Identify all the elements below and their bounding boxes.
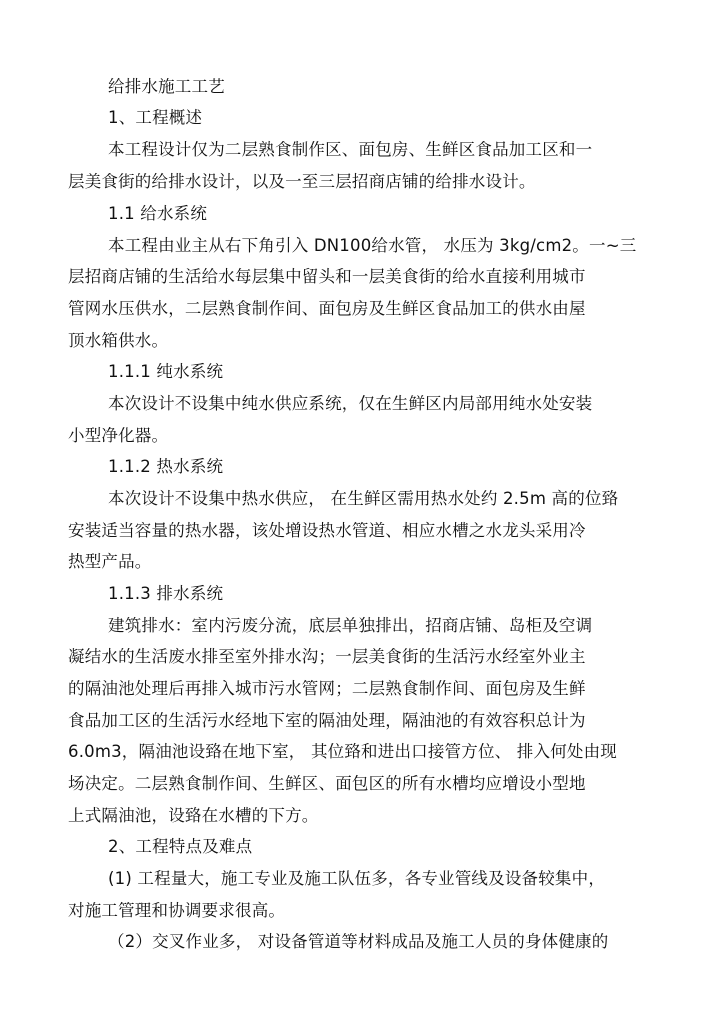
paragraph-line: （2）交叉作业多， 对设备管道等材料成品及施工人员的身体健康的: [108, 932, 609, 951]
paragraph-line: 上式隔油池，设臵在水槽的下方。: [68, 806, 319, 825]
section-1-1-2-heading: 1.1.2 热水系统: [108, 457, 224, 476]
section-2-heading: 2、工程特点及难点: [108, 837, 253, 856]
paragraph-line: 对施工管理和协调要求很高。: [68, 901, 286, 920]
paragraph-line: 顶水箱供水。: [68, 331, 169, 350]
paragraph-line: 6.0m3，隔油池设臵在地下室， 其位臵和进出口接管方位、 排入何处由现: [68, 742, 618, 761]
paragraph-line: 本工程设计仅为二层熟食制作区、面包房、生鲜区食品加工区和一: [108, 140, 593, 159]
paragraph-line: 层招商店铺的生活给水每层集中留头和一层美食街的给水直接利用城市: [68, 267, 586, 286]
section-1-1-1-heading: 1.1.1 纯水系统: [108, 362, 224, 381]
section-1-1-heading: 1.1 给水系统: [108, 204, 208, 223]
paragraph-line: 小型净化器。: [68, 426, 169, 445]
section-1-heading: 1、工程概述: [108, 108, 203, 127]
paragraph-line: 建筑排水：室内污废分流，底层单独排出，招商店铺、岛柜及空调: [108, 616, 593, 635]
paragraph-line: 管网水压供水，二层熟食制作间、面包房及生鲜区食品加工的供水由屋: [68, 299, 586, 318]
section-1-1-3-heading: 1.1.3 排水系统: [108, 584, 224, 603]
paragraph-line: 本工程由业主从右下角引入 DN100给水管， 水压为 3kg/cm2。一~三: [108, 236, 637, 255]
paragraph-line: 食品加工区的生活污水经地下室的隔油处理，隔油池的有效容积总计为: [68, 711, 586, 730]
paragraph-line: 安装适当容量的热水器，该处增设热水管道、相应水槽之水龙头采用冷: [68, 521, 586, 540]
paragraph-line: 场决定。二层熟食制作间、生鲜区、面包区的所有水槽均应增设小型地: [68, 774, 586, 793]
paragraph-line: 热型产品。: [68, 552, 152, 571]
paragraph-line: 凝结水的生活废水排至室外排水沟；一层美食街的生活污水经室外业主: [68, 647, 586, 666]
paragraph-line: 本次设计不设集中纯水供应系统，仅在生鲜区内局部用纯水处安装: [108, 394, 593, 413]
paragraph-line: 层美食街的给排水设计，以及一至三层招商店铺的给排水设计。: [68, 172, 536, 191]
paragraph-line: 本次设计不设集中热水供应， 在生鲜区需用热水处约 2.5m 高的位臵: [108, 489, 619, 508]
paragraph-line: 的隔油池处理后再排入城市污水管网；二层熟食制作间、面包房及生鲜: [68, 679, 586, 698]
document-title: 给排水施工工艺: [108, 77, 225, 96]
paragraph-line: (1) 工程量大，施工专业及施工队伍多，各专业管线及设备较集中，: [108, 869, 606, 888]
